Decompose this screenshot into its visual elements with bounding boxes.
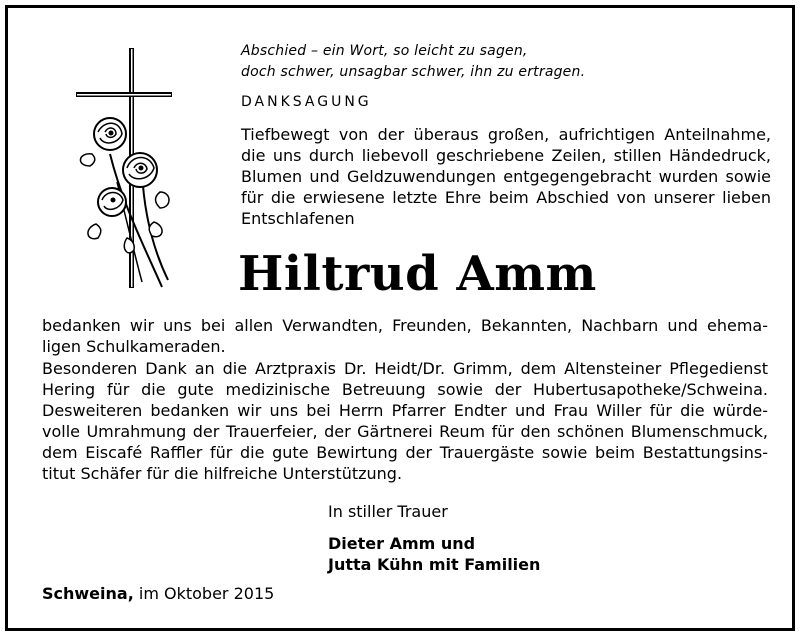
intro-line: Blumen und Geldzuwendungen entgegengebracht wurden sowie xyxy=(241,167,771,186)
thanks-paragraph-1 xyxy=(42,315,768,357)
signature-name: Dieter Amm und xyxy=(328,534,476,553)
intro-line: Entschlafenen xyxy=(241,209,355,228)
deceased-name: Hiltrud Amm xyxy=(238,246,597,302)
paragraph-line: Desweiteren bedanken wir uns bei Herrn Pfarrer Endter und Frau Willer für die würde- xyxy=(42,401,768,420)
signature-name: Jutta Kühn mit Familien xyxy=(328,555,541,574)
notice-heading: DANKSAGUNG xyxy=(241,94,372,110)
date: im Oktober 2015 xyxy=(138,584,275,603)
intro-line: die uns durch liebevoll geschriebene Zeilen, stillen Händedruck, xyxy=(241,146,771,165)
paragraph-line: ligen Schulkameraden. xyxy=(42,337,226,356)
place-date xyxy=(42,583,274,604)
signature-names xyxy=(328,533,540,575)
intro-line: Tiefbewegt von der überaus großen, aufrichtigen Anteilnahme, xyxy=(241,125,771,144)
paragraph-line: volle Umrahmung der Trauerfeier, der Gärtnerei Reum für den schönen Blumenschmuck, xyxy=(42,422,768,441)
place: Schweina, xyxy=(42,584,134,603)
intro-paragraph xyxy=(241,124,771,229)
obituary-notice xyxy=(5,5,795,631)
paragraph-line: bedanken wir uns bei allen Verwandten, Freunden, Bekannten, Nachbarn und ehema- xyxy=(42,316,768,335)
cross-with-roses-icon xyxy=(72,42,172,292)
paragraph-line: Hering für die gute medizinische Betreuung sowie der Hubertusapotheke/Schweina. xyxy=(42,380,768,399)
quote-verse xyxy=(241,41,781,83)
paragraph-line: Besonderen Dank an die Arztpraxis Dr. Heidt/Dr. Grimm, dem Altensteiner Pflegedienst xyxy=(42,359,768,378)
intro-line: für die erwiesene letzte Ehre beim Abschied von unserer lieben xyxy=(241,188,771,207)
thanks-paragraph-2 xyxy=(42,358,768,484)
paragraph-line: dem Eiscafé Raffler für die gute Bewirtung der Trauergäste sowie beim Bestattungsins- xyxy=(42,443,768,462)
quote-line: doch schwer, unsagbar schwer, ihn zu ertragen. xyxy=(241,64,586,80)
quote-line: Abschied – ein Wort, so leicht zu sagen, xyxy=(241,43,528,59)
paragraph-line: titut Schäfer für die hilfreiche Unterstützung. xyxy=(42,464,403,483)
signature-intro: In stiller Trauer xyxy=(328,502,448,521)
